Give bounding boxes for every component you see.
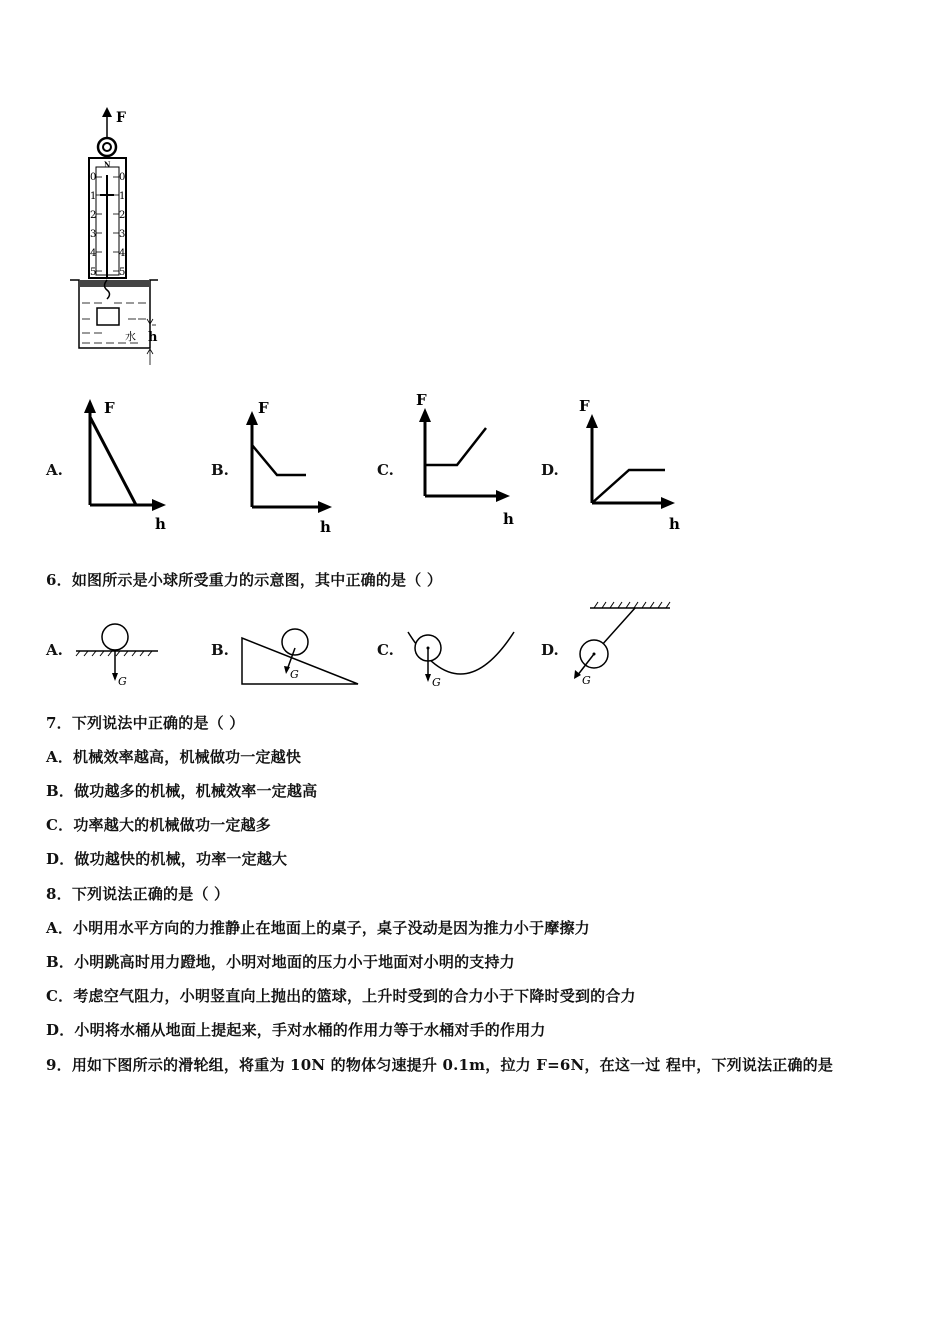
q8-option-c: C．考虑空气阻力，小明竖直向上抛出的篮球，上升时受到的合力小于下降时受到的合力	[46, 987, 636, 1005]
tick-1-right: 1	[119, 191, 126, 202]
q5-d-axis-y: F	[579, 397, 590, 415]
q5-graph-c	[412, 388, 522, 533]
q7-option-b: B．做功越多的机械，机械效率一定越高	[46, 782, 318, 800]
q8-option-a: A．小明用水平方向的力推静止在地面上的桌子，桌子没动是因为推力小于摩擦力	[46, 919, 590, 937]
q8-stem: 8．下列说法正确的是（ ）	[46, 885, 230, 903]
q5-graph-b	[240, 395, 340, 535]
water-label: 水	[125, 330, 136, 343]
tick-1-left: 1	[90, 191, 97, 202]
q6-c-force: G	[432, 676, 441, 689]
force-label: F	[116, 110, 126, 126]
q5-option-d-label: D.	[541, 461, 559, 479]
tick-5-left: 5	[90, 267, 97, 278]
q5-graph-d	[575, 392, 685, 537]
q5-option-c-label: C.	[377, 461, 394, 479]
q5-option-a-label: A.	[46, 461, 63, 479]
q7-stem: 7．下列说法中正确的是（ ）	[46, 714, 245, 732]
q5-a-axis-y: F	[104, 399, 115, 417]
q6-figure-b	[238, 618, 363, 688]
tick-0-left: 0	[90, 172, 97, 183]
q5-graph-a	[78, 395, 173, 535]
q6-option-d-label: D.	[541, 641, 559, 659]
tick-2-left: 2	[90, 210, 97, 221]
q6-stem: 6．如图所示是小球所受重力的示意图，其中正确的是（ ）	[46, 571, 443, 589]
tick-4-right: 4	[119, 248, 126, 259]
q8-option-b: B．小明跳高时用力蹬地，小明对地面的压力小于地面对小明的支持力	[46, 953, 515, 971]
q6-figure-d	[568, 598, 676, 690]
q7-option-a: A．机械效率越高，机械做功一定越快	[46, 748, 302, 766]
q6-b-force: G	[290, 668, 299, 681]
q7-option-c: C．功率越大的机械做功一定越多	[46, 816, 271, 834]
q5-c-axis-x: h	[503, 510, 514, 528]
q6-figure-c	[402, 620, 522, 690]
spring-scale-figure	[70, 105, 180, 370]
q6-d-force: G	[582, 674, 591, 687]
tick-4-left: 4	[90, 248, 97, 259]
q5-d-axis-x: h	[669, 515, 680, 533]
tick-0-right: 0	[119, 172, 126, 183]
q6-option-a-label: A.	[46, 641, 63, 659]
unit-label: N	[104, 160, 111, 169]
q6-option-b-label: B.	[211, 641, 229, 659]
q7-option-d: D．做功越快的机械，功率一定越大	[46, 850, 288, 868]
q6-figure-a	[72, 615, 162, 690]
q5-a-axis-x: h	[155, 515, 166, 533]
depth-label: h	[148, 330, 158, 345]
tick-3-right: 3	[119, 229, 126, 240]
tick-2-right: 2	[119, 210, 126, 221]
q9-stem: 9．用如下图所示的滑轮组，将重为 10N 的物体匀速提升 0.1m，拉力 F=6N，在这一过 程中，下列说法正确的是	[46, 1056, 834, 1074]
q8-option-d: D．小明将水桶从地面上提起来，手对水桶的作用力等于水桶对手的作用力	[46, 1021, 546, 1039]
q5-option-b-label: B.	[211, 461, 229, 479]
tick-3-left: 3	[90, 229, 97, 240]
q6-option-c-label: C.	[377, 641, 394, 659]
q6-a-force: G	[118, 675, 127, 688]
q5-b-axis-x: h	[320, 518, 331, 535]
tick-5-right: 5	[119, 267, 126, 278]
q5-c-axis-y: F	[416, 391, 427, 409]
q5-b-axis-y: F	[258, 399, 269, 417]
